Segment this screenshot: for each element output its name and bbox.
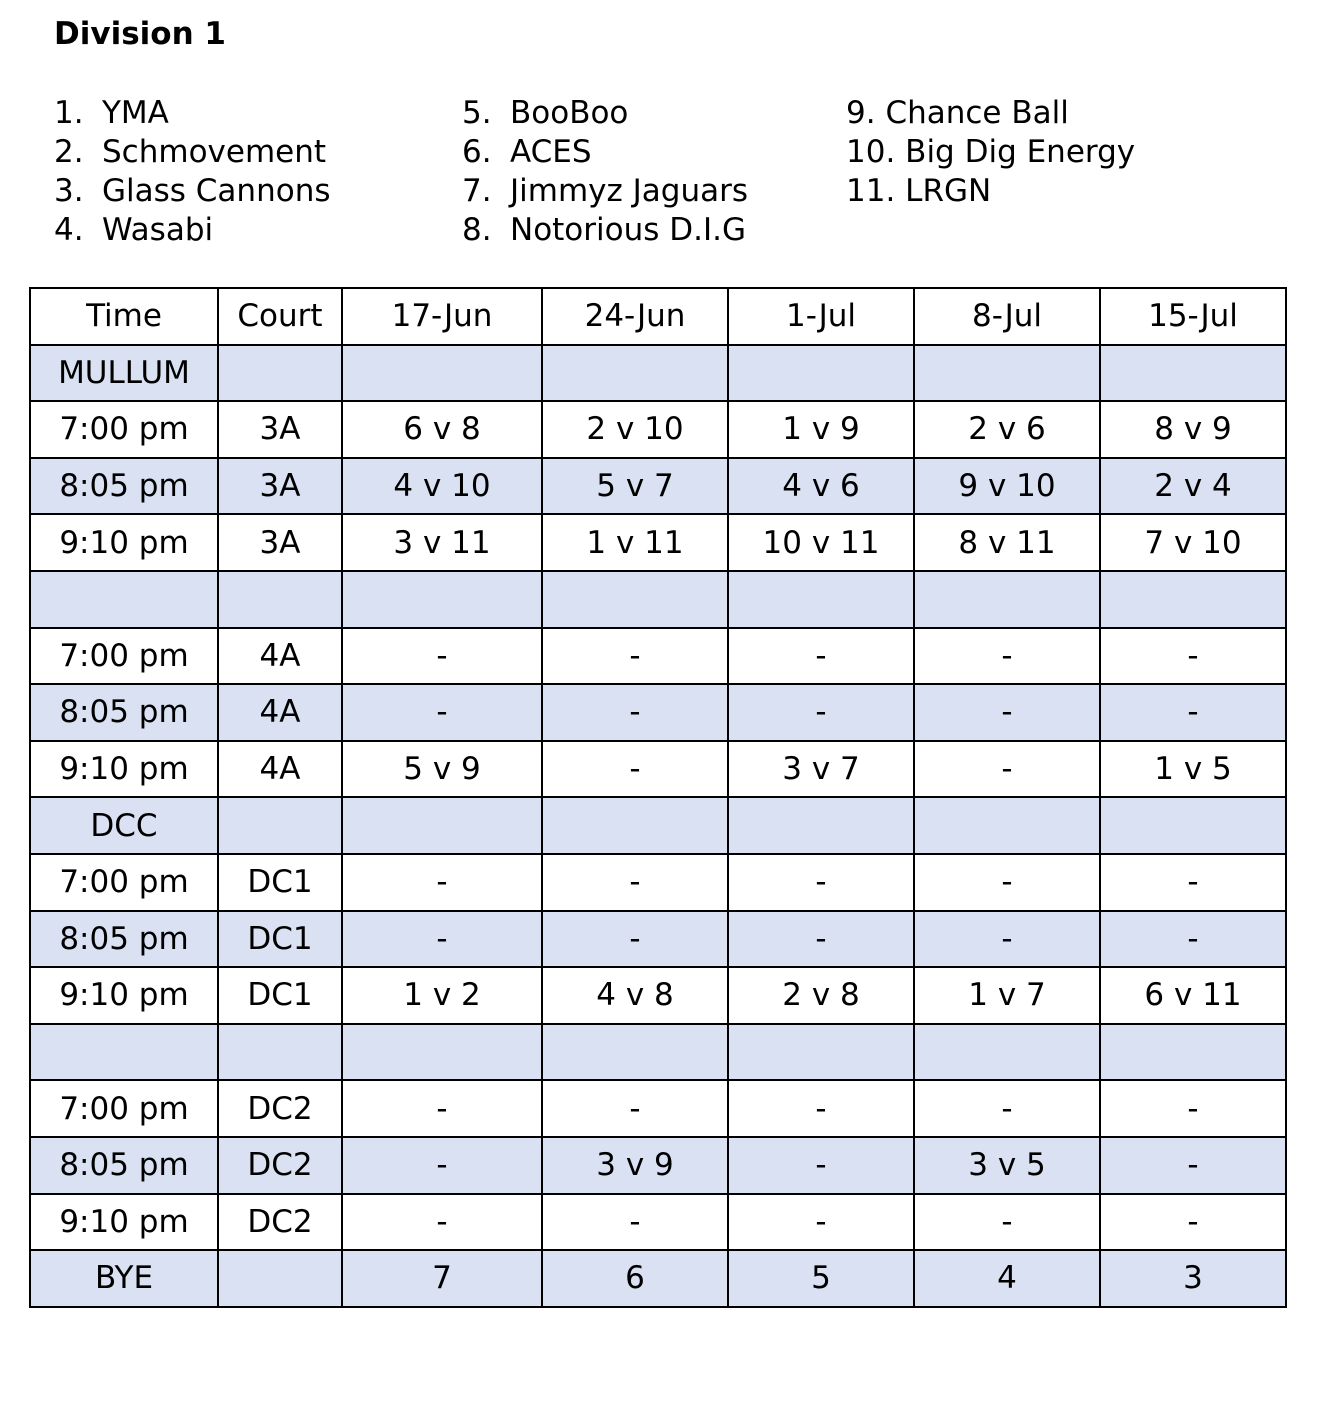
team-entry: [846, 172, 1236, 211]
match-cell: -: [1100, 911, 1286, 968]
match-cell: -: [1100, 1137, 1286, 1194]
table-row: [30, 1250, 1286, 1307]
match-cell: 3 v 9: [542, 1137, 728, 1194]
match-cell: -: [914, 741, 1100, 798]
match-cell: -: [542, 628, 728, 685]
match-cell: 3 v 11: [342, 514, 542, 571]
match-cell: 4: [914, 1250, 1100, 1307]
match-cell: 2 v 10: [542, 401, 728, 458]
team-entry: [54, 133, 444, 172]
match-cell: -: [342, 911, 542, 968]
team-name: Jimmyz Jaguars: [510, 173, 748, 209]
match-cell: 5: [728, 1250, 914, 1307]
match-cell: 2 v 8: [728, 967, 914, 1024]
match-cell: -: [542, 741, 728, 798]
match-cell: 7 v 10: [1100, 514, 1286, 571]
match-cell: [542, 345, 728, 402]
court-cell: DC1: [218, 854, 342, 911]
match-cell: -: [1100, 628, 1286, 685]
column-header: 15-Jul: [1100, 288, 1286, 345]
court-cell: 3A: [218, 514, 342, 571]
match-cell: 3 v 5: [914, 1137, 1100, 1194]
match-cell: -: [914, 1080, 1100, 1137]
court-cell: [218, 797, 342, 854]
match-cell: 4 v 10: [342, 458, 542, 515]
match-cell: 8 v 11: [914, 514, 1100, 571]
table-row: [30, 401, 1286, 458]
court-cell: 4A: [218, 684, 342, 741]
column-header: Court: [218, 288, 342, 345]
court-cell: DC2: [218, 1080, 342, 1137]
time-cell: 8:05 pm: [30, 1137, 218, 1194]
match-cell: [342, 345, 542, 402]
match-cell: -: [914, 684, 1100, 741]
time-cell: 9:10 pm: [30, 514, 218, 571]
match-cell: -: [914, 628, 1100, 685]
table-row: [30, 911, 1286, 968]
match-cell: [1100, 345, 1286, 402]
team-entry: [462, 172, 852, 211]
match-cell: -: [728, 628, 914, 685]
schedule-body: [30, 345, 1286, 1307]
team-name: BooBoo: [510, 95, 629, 131]
header-row: [30, 288, 1286, 345]
time-cell: 9:10 pm: [30, 967, 218, 1024]
match-cell: [542, 797, 728, 854]
table-row: [30, 854, 1286, 911]
time-cell: BYE: [30, 1250, 218, 1307]
team-number: 2.: [54, 134, 84, 170]
match-cell: -: [914, 854, 1100, 911]
match-cell: [342, 1024, 542, 1081]
match-cell: -: [342, 1080, 542, 1137]
match-cell: -: [728, 1137, 914, 1194]
match-cell: -: [342, 854, 542, 911]
time-cell: 8:05 pm: [30, 911, 218, 968]
column-header: 17-Jun: [342, 288, 542, 345]
match-cell: 1 v 9: [728, 401, 914, 458]
match-cell: 9 v 10: [914, 458, 1100, 515]
match-cell: -: [542, 1080, 728, 1137]
team-number: 7.: [462, 173, 492, 209]
match-cell: [728, 345, 914, 402]
match-cell: -: [342, 1137, 542, 1194]
match-cell: 1 v 2: [342, 967, 542, 1024]
match-cell: [914, 571, 1100, 628]
team-entry: [54, 211, 444, 250]
team-entry: [846, 133, 1236, 172]
match-cell: [1100, 571, 1286, 628]
match-cell: [1100, 1024, 1286, 1081]
court-cell: DC2: [218, 1137, 342, 1194]
table-row: [30, 741, 1286, 798]
table-row: [30, 1024, 1286, 1081]
match-cell: -: [1100, 1194, 1286, 1251]
match-cell: -: [342, 1194, 542, 1251]
match-cell: 1 v 7: [914, 967, 1100, 1024]
time-cell: 8:05 pm: [30, 684, 218, 741]
team-name: ACES: [510, 134, 592, 170]
match-cell: 6 v 8: [342, 401, 542, 458]
match-cell: [914, 1024, 1100, 1081]
match-cell: 3 v 7: [728, 741, 914, 798]
team-column: [462, 94, 852, 250]
court-cell: 4A: [218, 628, 342, 685]
match-cell: 5 v 7: [542, 458, 728, 515]
match-cell: 8 v 9: [1100, 401, 1286, 458]
match-cell: -: [914, 1194, 1100, 1251]
team-entry: [54, 94, 444, 133]
match-cell: [728, 797, 914, 854]
column-header: Time: [30, 288, 218, 345]
team-name: Chance Ball: [885, 95, 1069, 131]
court-cell: [218, 1250, 342, 1307]
court-cell: [218, 1024, 342, 1081]
match-cell: 2 v 4: [1100, 458, 1286, 515]
match-cell: [728, 571, 914, 628]
match-cell: -: [342, 684, 542, 741]
team-name: Wasabi: [102, 212, 214, 248]
column-header: 24-Jun: [542, 288, 728, 345]
table-row: [30, 628, 1286, 685]
court-cell: DC1: [218, 911, 342, 968]
team-entry: [54, 172, 444, 211]
match-cell: -: [728, 1194, 914, 1251]
team-number: 6.: [462, 134, 492, 170]
match-cell: 1 v 5: [1100, 741, 1286, 798]
table-row: [30, 571, 1286, 628]
table-row: [30, 684, 1286, 741]
match-cell: -: [1100, 1080, 1286, 1137]
court-cell: 3A: [218, 401, 342, 458]
table-row: [30, 1194, 1286, 1251]
match-cell: -: [542, 911, 728, 968]
match-cell: 4 v 8: [542, 967, 728, 1024]
time-cell: DCC: [30, 797, 218, 854]
team-name: LRGN: [905, 173, 992, 209]
table-row: [30, 967, 1286, 1024]
team-number: 4.: [54, 212, 84, 248]
time-cell: [30, 571, 218, 628]
time-cell: 9:10 pm: [30, 1194, 218, 1251]
team-entry: [462, 211, 852, 250]
table-row: [30, 458, 1286, 515]
time-cell: 7:00 pm: [30, 1080, 218, 1137]
team-name: Big Dig Energy: [905, 134, 1136, 170]
court-cell: 3A: [218, 458, 342, 515]
match-cell: [342, 797, 542, 854]
court-cell: DC1: [218, 967, 342, 1024]
match-cell: -: [542, 854, 728, 911]
team-number: 11.: [846, 173, 896, 209]
team-name: Schmovement: [102, 134, 327, 170]
schedule-header: [30, 288, 1286, 345]
team-entry: [846, 94, 1236, 133]
court-cell: 4A: [218, 741, 342, 798]
team-name: Glass Cannons: [102, 173, 331, 209]
match-cell: 5 v 9: [342, 741, 542, 798]
time-cell: 9:10 pm: [30, 741, 218, 798]
match-cell: 1 v 11: [542, 514, 728, 571]
match-cell: -: [728, 1080, 914, 1137]
team-number: 10.: [846, 134, 896, 170]
time-cell: 7:00 pm: [30, 628, 218, 685]
match-cell: -: [542, 684, 728, 741]
time-cell: [30, 1024, 218, 1081]
schedule-table: [29, 287, 1287, 1308]
table-row: [30, 514, 1286, 571]
match-cell: -: [914, 911, 1100, 968]
table-row: [30, 1080, 1286, 1137]
match-cell: -: [1100, 854, 1286, 911]
match-cell: 6: [542, 1250, 728, 1307]
match-cell: 2 v 6: [914, 401, 1100, 458]
match-cell: [728, 1024, 914, 1081]
division-title: Division 1: [54, 16, 226, 52]
match-cell: -: [728, 684, 914, 741]
match-cell: [342, 571, 542, 628]
column-header: 8-Jul: [914, 288, 1100, 345]
team-name: YMA: [102, 95, 169, 131]
time-cell: MULLUM: [30, 345, 218, 402]
table-row: [30, 797, 1286, 854]
match-cell: -: [728, 911, 914, 968]
time-cell: 7:00 pm: [30, 854, 218, 911]
team-column: [54, 94, 444, 250]
match-cell: [914, 797, 1100, 854]
match-cell: -: [342, 628, 542, 685]
match-cell: 6 v 11: [1100, 967, 1286, 1024]
match-cell: [914, 345, 1100, 402]
team-column: [846, 94, 1236, 211]
table-row: [30, 345, 1286, 402]
match-cell: 7: [342, 1250, 542, 1307]
time-cell: 8:05 pm: [30, 458, 218, 515]
match-cell: 10 v 11: [728, 514, 914, 571]
match-cell: [542, 1024, 728, 1081]
time-cell: 7:00 pm: [30, 401, 218, 458]
court-cell: DC2: [218, 1194, 342, 1251]
column-header: 1-Jul: [728, 288, 914, 345]
team-name: Notorious D.I.G: [510, 212, 746, 248]
court-cell: [218, 345, 342, 402]
team-entry: [462, 133, 852, 172]
team-number: 3.: [54, 173, 84, 209]
match-cell: 3: [1100, 1250, 1286, 1307]
table-row: [30, 1137, 1286, 1194]
team-number: 5.: [462, 95, 492, 131]
match-cell: -: [542, 1194, 728, 1251]
match-cell: -: [728, 854, 914, 911]
match-cell: 4 v 6: [728, 458, 914, 515]
team-number: 8.: [462, 212, 492, 248]
match-cell: -: [1100, 684, 1286, 741]
team-entry: [462, 94, 852, 133]
team-number: 9.: [846, 95, 876, 131]
team-number: 1.: [54, 95, 84, 131]
match-cell: [1100, 797, 1286, 854]
match-cell: [542, 571, 728, 628]
court-cell: [218, 571, 342, 628]
